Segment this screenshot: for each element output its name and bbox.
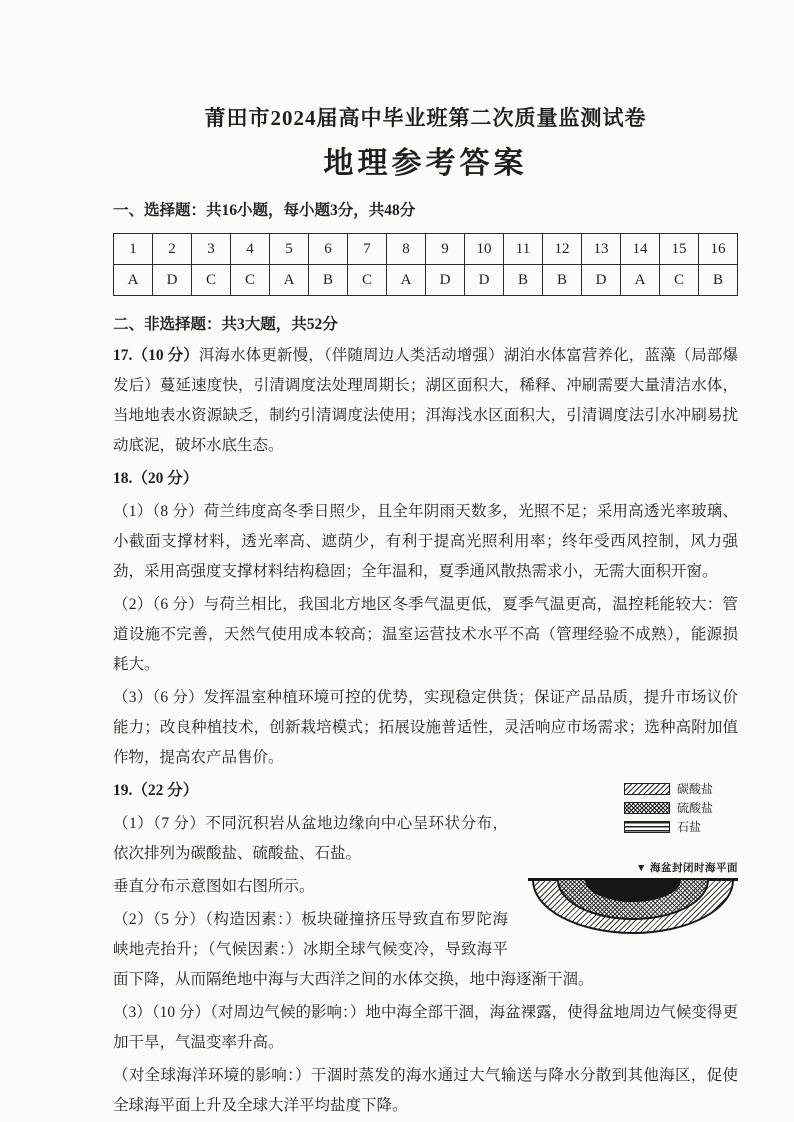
q18-heading: 18.（20 分） [113,470,199,487]
q19-part-1: （1）（7 分）不同沉积岩从盆地边缘向中心呈环状分布，依次排列为碳酸盐、硫酸盐、石盐。 [113,815,508,862]
answer-number-cell: 4 [231,234,270,265]
answer-number-cell: 16 [699,234,738,265]
answer-letter-cell: B [699,265,738,296]
answer-letter-cell: B [543,265,582,296]
answer-letter-cell: D [582,265,621,296]
q19-heading: 19.（22 分） [113,782,199,799]
legend-item-sulfate [624,798,736,817]
q19-part-3a: （3）（10 分）（对周边气候的影响：）地中海全部干涸，海盆裸露，使得盆地周边气候变得更加干旱，气温变率升高。 [113,1004,738,1051]
answer-number-cell: 1 [114,234,153,265]
legend-label-salt: 石盐 [677,820,702,834]
nonchoice-section-heading: 二、非选择题：共3大题，共52分 [113,316,338,333]
answer-number-cell: 2 [153,234,192,265]
answer-letter-cell: C [192,265,231,296]
answer-number-cell: 3 [192,234,231,265]
answer-number-cell: 11 [504,234,543,265]
lithology-legend [624,779,736,836]
q19-figure-note: 垂直分布示意图如右图所示。 [113,878,315,895]
legend-item-carbonate [624,779,736,798]
page-title: 莆田市2024届高中毕业班第二次质量监测试卷 [204,106,647,130]
q17-text: 洱海水体更新慢，（伴随周边人类活动增强）湖泊水体富营养化，蓝藻（局部爆发后）蔓延速度快，引清调度法处理周期长；湖区面积大，稀释、冲刷需要大量清洁水体，当地地表水资源缺乏，制约引清调度法使用；洱海浅水区面积大，引清调度法引水冲刷易扰动底泥，破坏水底生态。 [113,347,738,454]
choice-section-heading: 一、选择题：共16小题，每小题3分，共48分 [113,202,416,219]
answer-letter-cell: C [231,265,270,296]
q18-part-2: （2）（6 分）与荷兰相比，我国北方地区冬季气温更低，夏季气温更高，温控耗能较大：管道设施不完善，天然气使用成本较高；温室运营技术水平不高（管理经验不成熟），能源损耗大。 [113,596,738,673]
q18-part-1: （1）（8 分）荷兰纬度高冬季日照少，且全年阴雨天数多，光照不足；采用高透光率玻璃、小截面支撑材料，透光率高、遮荫少，有利于提高光照利用率；终年受西风控制，风力强劲，采用高强度支撑材料结构稳固；全年温和，夏季通风散热需求小，无需大面积开窗。 [113,503,738,580]
answer-number-cell: 12 [543,234,582,265]
answer-number-cell: 9 [426,234,465,265]
answer-number-cell: 5 [270,234,309,265]
page-subtitle: 地理参考答案 [323,147,528,180]
answer-number-row [114,234,738,265]
answer-number-cell: 7 [348,234,387,265]
salt-pattern-swatch [624,821,670,833]
sulfate-pattern-swatch [624,802,670,814]
answer-letter-cell: A [621,265,660,296]
answer-letter-cell: B [504,265,543,296]
answer-letter-cell: A [114,265,153,296]
answer-letter-cell: D [153,265,192,296]
legend-label-sulfate: 硫酸盐 [677,801,714,815]
answer-number-cell: 13 [582,234,621,265]
q19-part-2: （2）（5 分）（构造因素：）板块碰撞挤压导致直布罗陀海峡地壳抬升；（气候因素：）冰期全球气候变冷，导致海平面下降，从而隔绝地中海与大西洋之间的水体交换，地中海逐渐干涸。 [113,911,594,988]
answer-letter-cell: A [387,265,426,296]
q17-marker: 17.（10 分） [113,347,199,364]
basin-bowl [528,880,738,938]
answer-letter-row [114,265,738,296]
q18-part-3: （3）（6 分）发挥温室种植环境可控的优势，实现稳定供货；保证产品品质，提升市场议价能力；改良种植技术，创新栽培模式；拓展设施普适性，灵活响应市场需求；选种高附加值作物，提高农产品售价。 [113,689,738,766]
answer-number-cell: 14 [621,234,660,265]
basin-cross-section-diagram [528,860,738,938]
triangle-down-icon: ▼ [635,863,650,874]
answer-letter-cell: C [660,265,699,296]
q17-paragraph [113,341,738,461]
answer-number-cell: 10 [465,234,504,265]
answer-number-cell: 6 [309,234,348,265]
basin-figure [520,779,738,938]
carbonate-pattern-swatch [624,783,670,795]
answer-number-cell: 8 [387,234,426,265]
sea-level-label: ▼ 海盆封闭时海平面 [635,863,738,874]
answer-letter-cell: A [270,265,309,296]
legend-item-salt [624,817,736,836]
q19-part-3b: （对全球海洋环境的影响：）干涸时蒸发的海水通过大气输送与降水分散到其他海区，促使全球海平面上升及全球大洋平均盐度下降。 [113,1067,738,1114]
legend-label-carbonate: 碳酸盐 [677,782,714,796]
answer-letter-cell: C [348,265,387,296]
answer-table [113,233,738,296]
answer-letter-cell: D [465,265,504,296]
answer-letter-cell: D [426,265,465,296]
answer-number-cell: 15 [660,234,699,265]
answer-letter-cell: B [309,265,348,296]
